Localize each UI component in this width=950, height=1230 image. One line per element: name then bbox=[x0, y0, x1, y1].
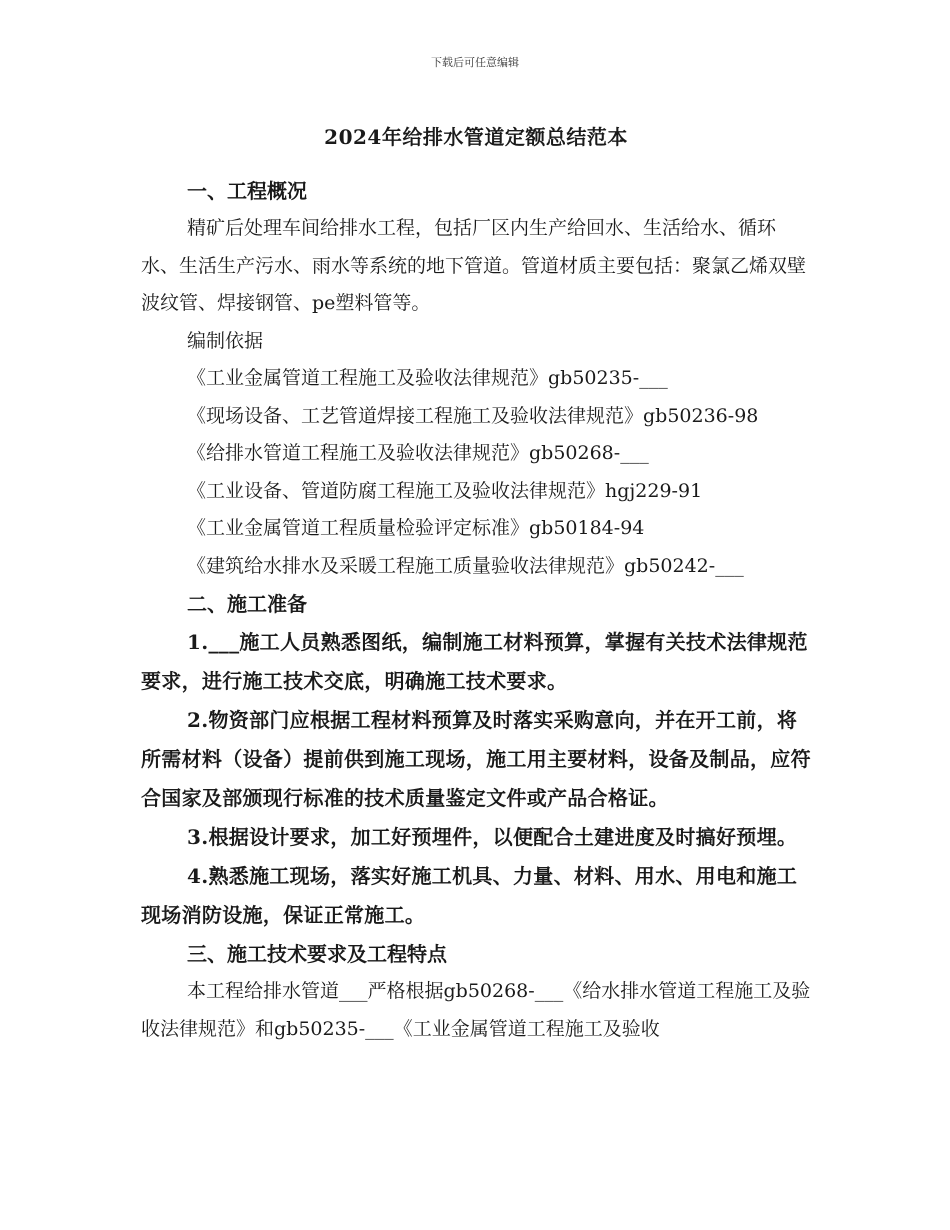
basis-item: 《建筑给水排水及采暖工程施工质量验收法律规范》gb50242-___ bbox=[187, 554, 744, 577]
document-title: 2024年给排水管道定额总结范本 bbox=[324, 125, 628, 149]
basis-item: 《给排水管道工程施工及验收法律规范》gb50268-___ bbox=[187, 442, 649, 464]
basis-label: 编制依据 bbox=[187, 329, 264, 352]
preparation-item: 3.根据设计要求，加工好预埋件，以便配合土建进度及时搞好预埋。 bbox=[187, 825, 798, 849]
basis-item: 《工业设备、管道防腐工程施工及验收法律规范》hgj229-91 bbox=[187, 479, 703, 502]
preparation-item: 4.熟悉施工现场，落实好施工机具、力量、材料、用水、用电和施工现场消防设施，保证正常施工。 bbox=[141, 864, 798, 927]
document-body bbox=[141, 118, 811, 1048]
section-heading-preparation: 二、施工准备 bbox=[187, 592, 307, 616]
preparation-item: 2.物资部门应根据工程材料预算及时落实采购意向，并在开工前，将所需材料（设备）提前供到施工现场，施工用主要材料，设备及制品，应符合国家及部颁现行标准的技术质量鉴定文件或产品合格证。 bbox=[141, 708, 811, 810]
technical-paragraph: 本工程给排水管道___严格根据gb50268-___《给水排水管道工程施工及验收法律规范》和gb50235-___《工业金属管道工程施工及验收 bbox=[141, 980, 811, 1040]
section-heading-technical: 三、施工技术要求及工程特点 bbox=[187, 942, 447, 966]
basis-item: 《工业金属管道工程质量检验评定标准》gb50184-94 bbox=[187, 517, 645, 539]
basis-item: 《工业金属管道工程施工及验收法律规范》gb50235-___ bbox=[187, 367, 668, 389]
section-heading-overview: 一、工程概况 bbox=[187, 179, 307, 203]
header-note: 下载后可任意编辑 bbox=[431, 56, 519, 69]
preparation-item: 1.___施工人员熟悉图纸，编制施工材料预算，掌握有关技术法律规范要求，进行施工技术交底，明确施工技术要求。 bbox=[141, 630, 808, 693]
overview-paragraph: 精矿后处理车间给排水工程，包括厂区内生产给回水、生活给水、循环水、生活生产污水、雨水等系统的地下管道。管道材质主要包括：聚氯乙烯双壁波纹管、焊接钢管、pe塑料管等。 bbox=[141, 217, 807, 314]
basis-item: 《现场设备、工艺管道焊接工程施工及验收法律规范》gb50236-98 bbox=[187, 404, 759, 427]
